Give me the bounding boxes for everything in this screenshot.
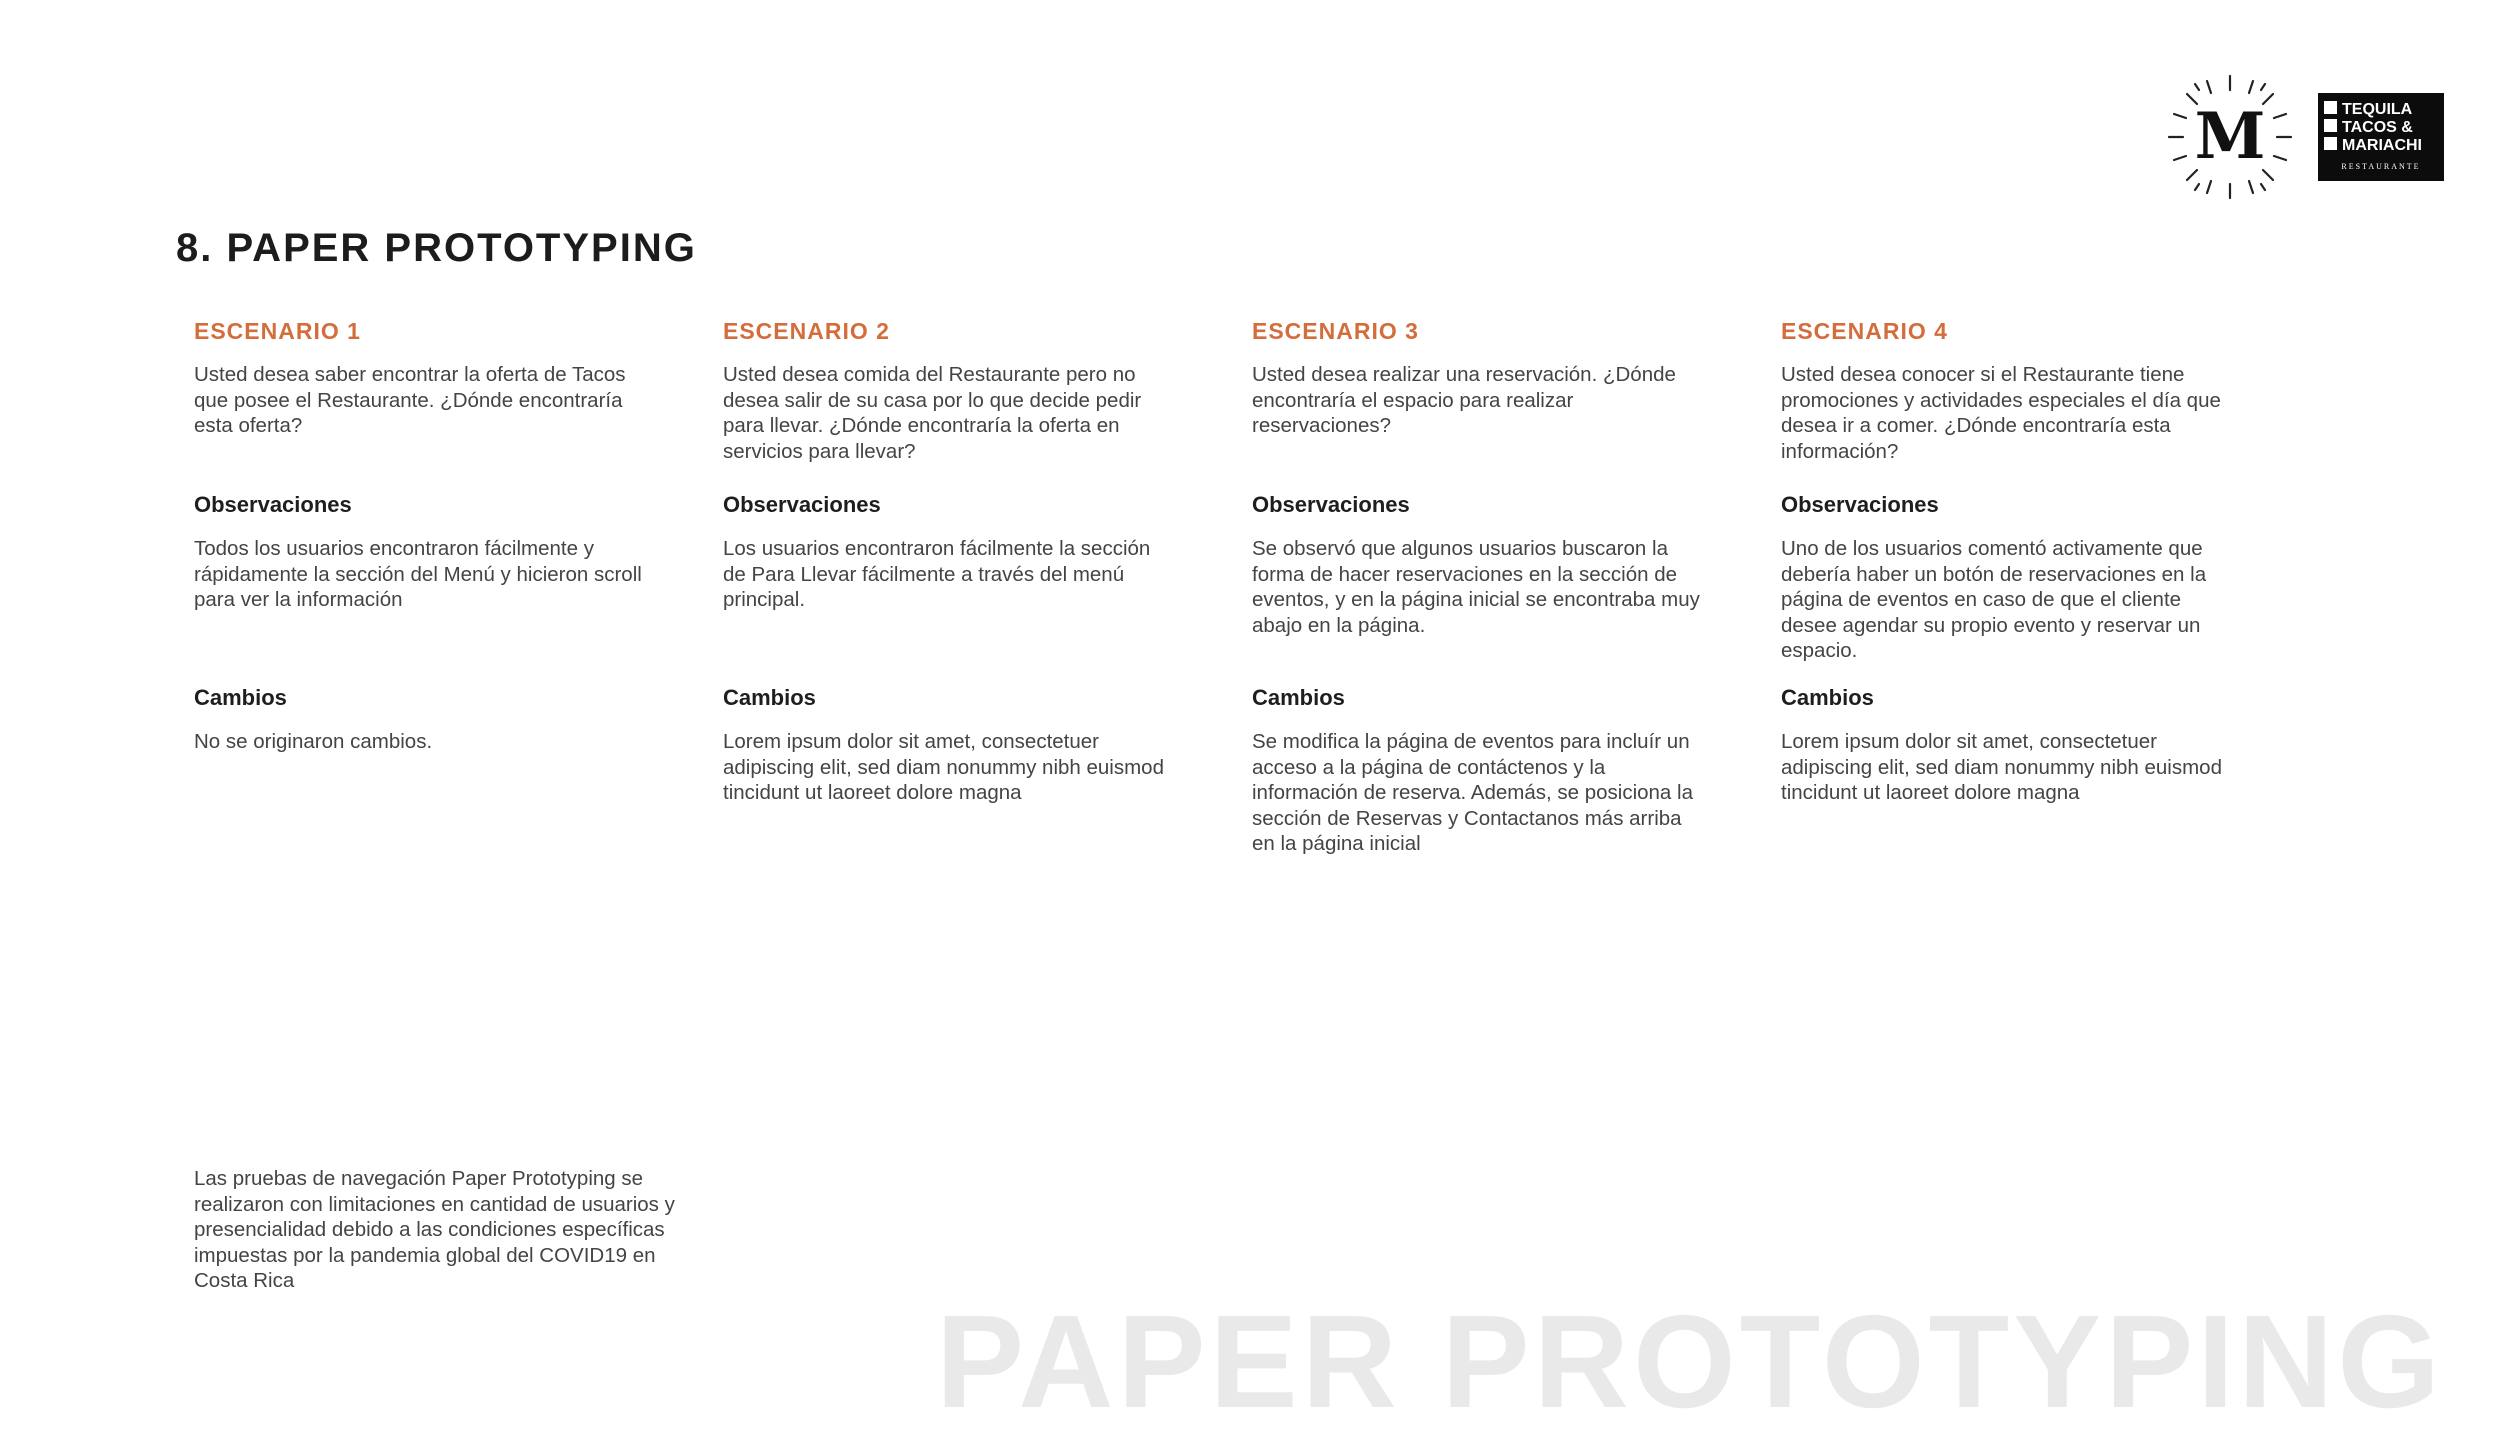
changes-text: Lorem ipsum dolor sit amet, consectetuer adipiscing elit, sed diam nonummy nibh euismod tincidunt ut laoreet dolore magna bbox=[723, 730, 1164, 804]
scenario-title: ESCENARIO 3 bbox=[1252, 318, 1419, 344]
changes-text: Lorem ipsum dolor sit amet, consectetuer adipiscing elit, sed diam nonummy nibh euismod tincidunt ut laoreet dolore magna bbox=[1781, 730, 2222, 804]
observations-heading: Observaciones bbox=[1781, 492, 1939, 517]
watermark-title: PAPER PROTOTYPING bbox=[935, 1288, 2444, 1435]
scenario-title: ESCENARIO 4 bbox=[1781, 318, 1948, 344]
mariachi-m-logo bbox=[2165, 72, 2295, 202]
logo-text-line-1: TEQUILA bbox=[2342, 101, 2413, 118]
observations-heading: Observaciones bbox=[723, 492, 881, 517]
scenario-description: Usted desea realizar una reservación. ¿Dónde encontraría el espacio para realizar reservaciones? bbox=[1252, 363, 1676, 437]
scenario-title: ESCENARIO 1 bbox=[194, 318, 361, 344]
observations-heading: Observaciones bbox=[1252, 492, 1410, 517]
observations-text: Se observó que algunos usuarios buscaron la forma de hacer reservaciones en la sección de eventos, y en la página inicial se encontraba muy abajo en la página. bbox=[1252, 537, 1700, 637]
changes-heading: Cambios bbox=[1781, 685, 1874, 710]
changes-heading: Cambios bbox=[194, 685, 287, 710]
observations-heading: Observaciones bbox=[194, 492, 352, 517]
tequila-tacos-mariachi-logo bbox=[2318, 93, 2444, 181]
logo-m-letter: M bbox=[2194, 99, 2266, 174]
changes-heading: Cambios bbox=[723, 685, 816, 710]
scenario-description: Usted desea comida del Restaurante pero no desea salir de su casa por lo que decide pedir para llevar. ¿Dónde encontraría la oferta en servicios para llevar? bbox=[723, 363, 1142, 463]
changes-text: No se originaron cambios. bbox=[194, 730, 433, 753]
changes-text: Se modifica la página de eventos para incluír un acceso a la página de contáctenos y la información de reserva. Además, se posiciona la sección de Reservas y Contactanos más arriba en la página inicial bbox=[1252, 730, 1693, 855]
brand-logos bbox=[2165, 72, 2445, 202]
logo-text-line-4: RESTAURANTE bbox=[2341, 162, 2421, 171]
scenario-description: Usted desea conocer si el Restaurante tiene promociones y actividades especiales el día que desea ir a comer. ¿Dónde encontraría esta información? bbox=[1781, 363, 2221, 463]
footnote: Las pruebas de navegación Paper Prototyping se realizaron con limitaciones en cantidad de usuarios y presencialidad debido a las condiciones específicas impuestas por la pandemia global del COVID19 en Costa Rica bbox=[194, 1167, 675, 1292]
page-title: 8. PAPER PROTOTYPING bbox=[176, 226, 697, 270]
logo-text-line-3: MARIACHI bbox=[2342, 137, 2422, 154]
scenario-title: ESCENARIO 2 bbox=[723, 318, 890, 344]
logo-text-line-2: TACOS & bbox=[2342, 119, 2413, 136]
observations-text: Los usuarios encontraron fácilmente la sección de Para Llevar fácilmente a través del menú principal. bbox=[723, 537, 1151, 611]
observations-text: Uno de los usuarios comentó activamente que debería haber un botón de reservaciones en la página de eventos en caso de que el cliente desee agendar su propio evento y reservar un espacio. bbox=[1781, 537, 2207, 662]
observations-text: Todos los usuarios encontraron fácilmente y rápidamente la sección del Menú y hicieron scroll para ver la información bbox=[194, 537, 642, 611]
scenario-description: Usted desea saber encontrar la oferta de Tacos que posee el Restaurante. ¿Dónde encontraría esta oferta? bbox=[194, 363, 626, 437]
changes-heading: Cambios bbox=[1252, 685, 1345, 710]
